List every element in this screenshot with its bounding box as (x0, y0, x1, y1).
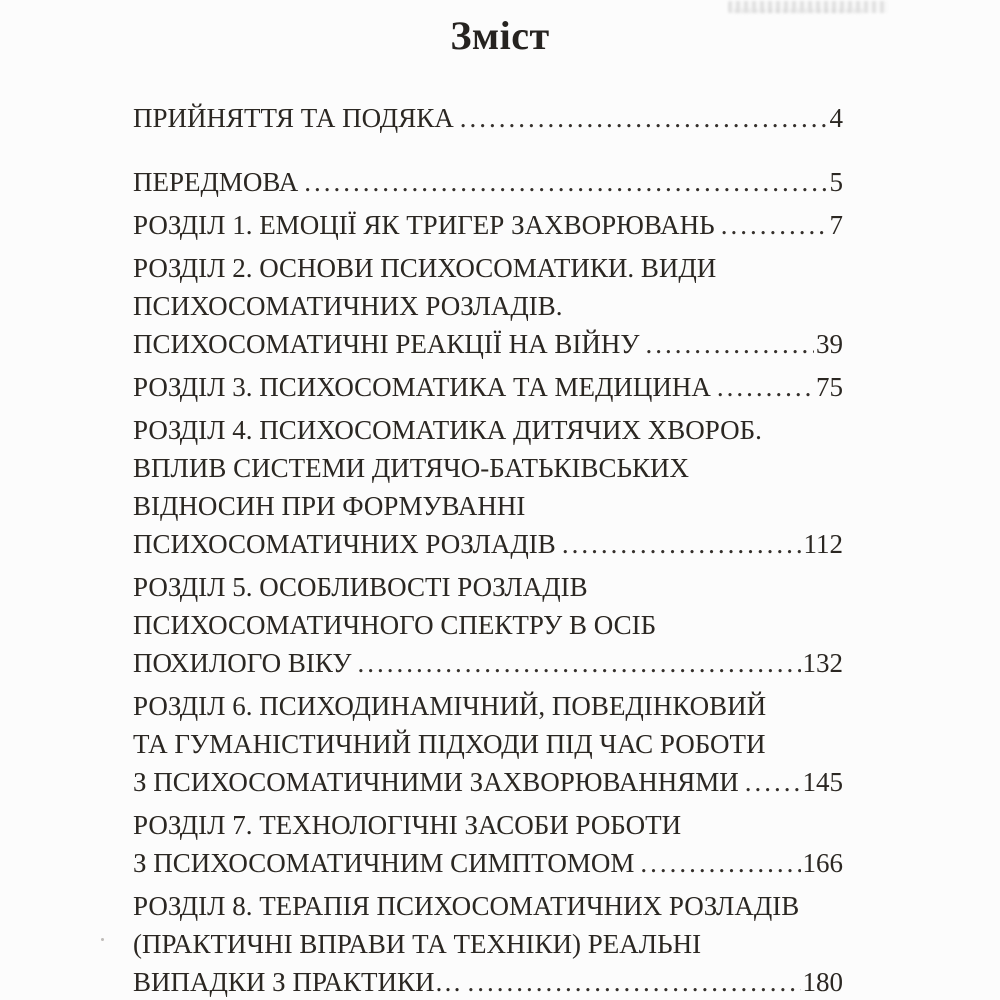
page-number: 145 (802, 767, 843, 797)
toc-entry-line: ПСИХОСОМАТИЧНОГО СПЕКТРУ В ОСІБ (133, 610, 657, 640)
toc-entry-line (133, 163, 843, 201)
scan-dot-artifact (101, 938, 104, 941)
toc-entry-line: ВІДНОСИН ПРИ ФОРМУВАННІ (133, 491, 526, 521)
toc-entry-line: РОЗДІЛ 2. ОСНОВИ ПСИХОСОМАТИКИ. ВИДИ (133, 253, 717, 283)
toc-entry-line (133, 206, 843, 244)
dotted-leader (640, 844, 800, 882)
toc-entry-title: ПСИХОСОМАТИЧНИХ РОЗЛАДІВ (133, 529, 556, 559)
toc-entry-line (133, 763, 843, 801)
toc-entry-title: РОЗДІЛ 1. ЕМОЦІЇ ЯК ТРИГЕР ЗАХВОРЮВАНЬ (133, 210, 715, 240)
page-number: 180 (802, 967, 843, 997)
toc-entry-line: РОЗДІЛ 7. ТЕХНОЛОГІЧНІ ЗАСОБИ РОБОТИ (133, 810, 682, 840)
toc-entry (133, 411, 843, 563)
page-number: 4 (829, 103, 843, 133)
page-number: 39 (816, 329, 843, 359)
page-number: 75 (816, 372, 843, 402)
toc-entry (133, 368, 843, 406)
dotted-leader (357, 644, 800, 682)
page-number: 112 (803, 529, 843, 559)
toc-entry (133, 687, 843, 801)
toc-entry-line: РОЗДІЛ 4. ПСИХОСОМАТИКА ДИТЯЧИХ ХВОРОБ. (133, 415, 762, 445)
page-number: 166 (802, 848, 843, 878)
toc-entry-title: З ПСИХОСОМАТИЧНИМ СИМПТОМОМ (133, 848, 635, 878)
toc-entry (133, 887, 843, 1000)
toc-entry-title: ПСИХОСОМАТИЧНІ РЕАКЦІЇ НА ВІЙНУ (133, 329, 640, 359)
toc-entry-line (133, 844, 843, 882)
toc-entry-title: РОЗДІЛ 3. ПСИХОСОМАТИКА ТА МЕДИЦИНА (133, 372, 711, 402)
dotted-leader (721, 206, 828, 244)
toc-entry-line (133, 525, 843, 563)
toc-entry-line (133, 368, 843, 406)
toc-entry-title: З ПСИХОСОМАТИЧНИМИ ЗАХВОРЮВАННЯМИ (133, 767, 739, 797)
scan-watermark-artifact (728, 1, 888, 13)
page-title: Зміст (450, 13, 550, 58)
toc-entry-title: ПРИЙНЯТТЯ ТА ПОДЯКА (133, 103, 454, 133)
toc-entry-title: ПОХИЛОГО ВІКУ (133, 648, 352, 678)
toc-entry-line: ТА ГУМАНІСТИЧНИЙ ПІДХОДИ ПІД ЧАС РОБОТИ (133, 729, 766, 759)
toc-entry-title: ПЕРЕДМОВА (133, 167, 299, 197)
toc-entry-line (133, 644, 843, 682)
toc-entry-line (133, 325, 843, 363)
toc-entry-line: (ПРАКТИЧНІ ВПРАВИ ТА ТЕХНІКИ) РЕАЛЬНІ (133, 929, 702, 959)
toc-entry (133, 249, 843, 363)
toc-entry-line: РОЗДІЛ 5. ОСОБЛИВОСТІ РОЗЛАДІВ (133, 572, 588, 602)
toc-entry-line (133, 963, 843, 1000)
dotted-leader (745, 763, 801, 801)
toc-entry-line: РОЗДІЛ 8. ТЕРАПІЯ ПСИХОСОМАТИЧНИХ РОЗЛАДІВ (133, 891, 800, 921)
toc-entry (133, 806, 843, 882)
dotted-leader (468, 963, 801, 1000)
toc-entry (133, 206, 843, 244)
page-number: 5 (829, 167, 843, 197)
toc-entry-line: РОЗДІЛ 6. ПСИХОДИНАМІЧНИЙ, ПОВЕДІНКОВИЙ (133, 691, 767, 721)
dotted-leader (304, 163, 827, 201)
toc-entry-line: ВПЛИВ СИСТЕМИ ДИТЯЧО-БАТЬКІВСЬКИХ (133, 453, 690, 483)
toc-list (0, 99, 1000, 1000)
dotted-leader (646, 325, 815, 363)
toc-entry (133, 99, 843, 137)
page-number: 7 (829, 210, 843, 240)
toc-entry-title: ВИПАДКИ З ПРАКТИКИ… (133, 967, 462, 997)
dotted-leader (460, 99, 828, 137)
toc-entry-line (133, 99, 843, 137)
toc-entry (133, 568, 843, 682)
toc-entry (133, 163, 843, 201)
page-number: 132 (802, 648, 843, 678)
dotted-leader (717, 368, 814, 406)
toc-entry-line: ПСИХОСОМАТИЧНИХ РОЗЛАДІВ. (133, 291, 563, 321)
dotted-leader (562, 525, 802, 563)
